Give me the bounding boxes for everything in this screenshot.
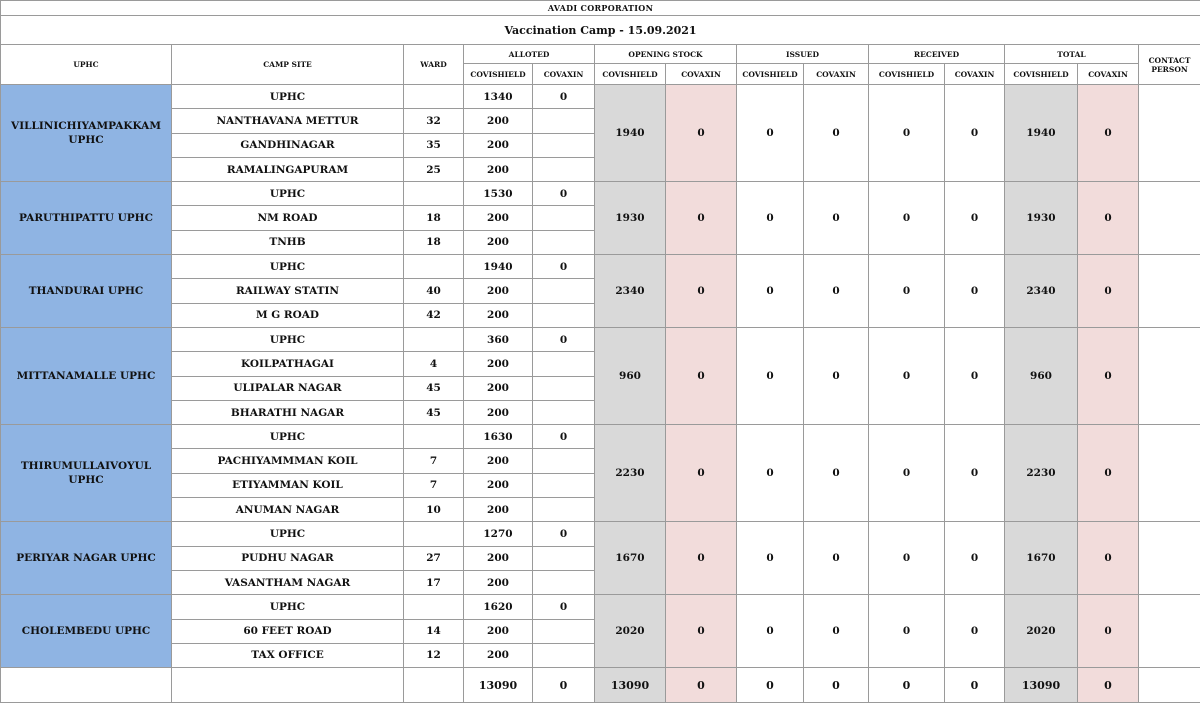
camp-site: PUDHU NAGAR (172, 546, 404, 570)
col-total-covishield: COVISHIELD (1005, 64, 1078, 85)
alloted-covaxin: 0 (533, 522, 595, 546)
uphc-name: MITTANAMALLE UPHC (1, 327, 172, 424)
camp-site: PACHIYAMMMAN KOIL (172, 449, 404, 473)
total-covishield: 1940 (1005, 85, 1078, 182)
camp-site: ETIYAMMAN KOIL (172, 473, 404, 497)
page-title: Vaccination Camp - 15.09.2021 (1, 16, 1200, 45)
alloted-covaxin: 0 (533, 85, 595, 109)
alloted-covishield: 200 (464, 303, 533, 327)
total-covishield: 2020 (1005, 595, 1078, 668)
uphc-name: VILLINICHIYAMPAKKAM UPHC (1, 85, 172, 182)
issued-covaxin: 0 (804, 425, 869, 522)
col-issued: ISSUED (737, 45, 869, 64)
alloted-covishield: 200 (464, 352, 533, 376)
alloted-covishield: 1630 (464, 425, 533, 449)
camp-site: TAX OFFICE (172, 643, 404, 667)
col-total-covaxin: COVAXIN (1078, 64, 1139, 85)
alloted-covaxin (533, 157, 595, 181)
alloted-covaxin (533, 473, 595, 497)
alloted-covishield: 200 (464, 400, 533, 424)
issued-covaxin: 0 (804, 85, 869, 182)
table-row (1, 327, 1200, 351)
opening-covishield: 1670 (595, 522, 666, 595)
alloted-covaxin (533, 206, 595, 230)
col-opening-covishield: COVISHIELD (595, 64, 666, 85)
camp-site: VASANTHAM NAGAR (172, 570, 404, 594)
totals-uphc (1, 668, 172, 703)
total-covaxin: 0 (1078, 255, 1139, 328)
ward: 17 (404, 570, 464, 594)
alloted-covishield: 200 (464, 133, 533, 157)
alloted-covishield: 200 (464, 643, 533, 667)
alloted-covishield: 200 (464, 206, 533, 230)
ward: 25 (404, 157, 464, 181)
col-uphc: UPHC (1, 45, 172, 85)
camp-site: UPHC (172, 85, 404, 109)
ward: 4 (404, 352, 464, 376)
alloted-covaxin (533, 109, 595, 133)
received-covishield: 0 (869, 522, 945, 595)
total-covishield: 1670 (1005, 522, 1078, 595)
ward (404, 522, 464, 546)
alloted-covishield: 1530 (464, 182, 533, 206)
received-covishield: 0 (869, 85, 945, 182)
alloted-covishield: 200 (464, 376, 533, 400)
issued-covaxin: 0 (804, 182, 869, 255)
alloted-covishield: 200 (464, 449, 533, 473)
received-covaxin: 0 (945, 425, 1005, 522)
camp-site: UPHC (172, 327, 404, 351)
alloted-covaxin (533, 643, 595, 667)
totals-ward (404, 668, 464, 703)
alloted-covaxin (533, 498, 595, 522)
alloted-covaxin (533, 400, 595, 424)
camp-site: TNHB (172, 230, 404, 254)
org-name: AVADI CORPORATION (1, 1, 1200, 16)
alloted-covaxin (533, 352, 595, 376)
totals-site (172, 668, 404, 703)
col-total: TOTAL (1005, 45, 1139, 64)
total-covishield: 1930 (1005, 182, 1078, 255)
opening-covishield: 2230 (595, 425, 666, 522)
alloted-covishield: 360 (464, 327, 533, 351)
camp-site: 60 FEET ROAD (172, 619, 404, 643)
total-covishield: 2340 (1005, 255, 1078, 328)
received-covaxin: 0 (945, 327, 1005, 424)
ward (404, 425, 464, 449)
alloted-covaxin: 0 (533, 182, 595, 206)
ward: 14 (404, 619, 464, 643)
alloted-covaxin: 0 (533, 595, 595, 619)
table-body (1, 85, 1200, 668)
col-issued-covishield: COVISHIELD (737, 64, 804, 85)
contact-person (1139, 255, 1200, 328)
alloted-covaxin: 0 (533, 425, 595, 449)
ward: 35 (404, 133, 464, 157)
opening-covishield: 2340 (595, 255, 666, 328)
received-covishield: 0 (869, 595, 945, 668)
ward: 7 (404, 473, 464, 497)
alloted-covaxin (533, 303, 595, 327)
alloted-covaxin (533, 570, 595, 594)
issued-covishield: 0 (737, 327, 804, 424)
received-covaxin: 0 (945, 85, 1005, 182)
table-row (1, 85, 1200, 109)
uphc-name: CHOLEMBEDU UPHC (1, 595, 172, 668)
alloted-covaxin (533, 619, 595, 643)
camp-site: ULIPALAR NAGAR (172, 376, 404, 400)
issued-covaxin: 0 (804, 522, 869, 595)
opening-covishield: 2020 (595, 595, 666, 668)
total-covaxin: 0 (1078, 327, 1139, 424)
opening-covaxin: 0 (666, 255, 737, 328)
opening-covaxin: 0 (666, 327, 737, 424)
table-row (1, 595, 1200, 619)
alloted-covaxin (533, 376, 595, 400)
total-covaxin: 0 (1078, 85, 1139, 182)
ward: 42 (404, 303, 464, 327)
camp-site: BHARATHI NAGAR (172, 400, 404, 424)
table-row (1, 522, 1200, 546)
totals-row (1, 668, 1200, 703)
total-covaxin: 0 (1078, 522, 1139, 595)
issued-covaxin: 0 (804, 327, 869, 424)
uphc-name: PERIYAR NAGAR UPHC (1, 522, 172, 595)
totals-issued-covishield: 0 (737, 668, 804, 703)
totals-opening-covishield: 13090 (595, 668, 666, 703)
camp-site: GANDHINAGAR (172, 133, 404, 157)
totals-contact (1139, 668, 1200, 703)
ward: 45 (404, 376, 464, 400)
col-camp-site: CAMP SITE (172, 45, 404, 85)
total-covaxin: 0 (1078, 425, 1139, 522)
alloted-covishield: 200 (464, 498, 533, 522)
alloted-covishield: 1620 (464, 595, 533, 619)
issued-covishield: 0 (737, 182, 804, 255)
opening-covaxin: 0 (666, 522, 737, 595)
table-row (1, 182, 1200, 206)
opening-covaxin: 0 (666, 85, 737, 182)
camp-site: NANTHAVANA METTUR (172, 109, 404, 133)
contact-person (1139, 522, 1200, 595)
issued-covaxin: 0 (804, 255, 869, 328)
alloted-covishield: 1940 (464, 255, 533, 279)
uphc-name: THIRUMULLAIVOYUL UPHC (1, 425, 172, 522)
issued-covishield: 0 (737, 522, 804, 595)
col-received-covishield: COVISHIELD (869, 64, 945, 85)
total-covaxin: 0 (1078, 182, 1139, 255)
uphc-name: PARUTHIPATTU UPHC (1, 182, 172, 255)
alloted-covaxin (533, 230, 595, 254)
ward: 32 (404, 109, 464, 133)
alloted-covishield: 200 (464, 279, 533, 303)
col-issued-covaxin: COVAXIN (804, 64, 869, 85)
ward (404, 182, 464, 206)
opening-covaxin: 0 (666, 595, 737, 668)
col-received: RECEIVED (869, 45, 1005, 64)
ward (404, 595, 464, 619)
totals-total-covishield: 13090 (1005, 668, 1078, 703)
alloted-covishield: 200 (464, 230, 533, 254)
ward (404, 255, 464, 279)
camp-site: ANUMAN NAGAR (172, 498, 404, 522)
received-covishield: 0 (869, 182, 945, 255)
alloted-covishield: 200 (464, 619, 533, 643)
ward: 7 (404, 449, 464, 473)
totals-opening-covaxin: 0 (666, 668, 737, 703)
col-contact-person: CONTACT PERSON (1139, 45, 1200, 85)
camp-site: UPHC (172, 522, 404, 546)
received-covaxin: 0 (945, 522, 1005, 595)
totals-alloted-covishield: 13090 (464, 668, 533, 703)
issued-covishield: 0 (737, 255, 804, 328)
totals-received-covaxin: 0 (945, 668, 1005, 703)
total-covishield: 2230 (1005, 425, 1078, 522)
alloted-covaxin (533, 546, 595, 570)
camp-site: UPHC (172, 595, 404, 619)
col-ward: WARD (404, 45, 464, 85)
opening-covishield: 1930 (595, 182, 666, 255)
ward: 18 (404, 206, 464, 230)
col-alloted: ALLOTED (464, 45, 595, 64)
camp-site: RAILWAY STATIN (172, 279, 404, 303)
contact-person (1139, 85, 1200, 182)
col-opening-covaxin: COVAXIN (666, 64, 737, 85)
received-covaxin: 0 (945, 255, 1005, 328)
camp-site: KOILPATHAGAI (172, 352, 404, 376)
uphc-name: THANDURAI UPHC (1, 255, 172, 328)
alloted-covishield: 200 (464, 546, 533, 570)
opening-covaxin: 0 (666, 425, 737, 522)
opening-covishield: 1940 (595, 85, 666, 182)
contact-person (1139, 425, 1200, 522)
col-alloted-covaxin: COVAXIN (533, 64, 595, 85)
received-covishield: 0 (869, 327, 945, 424)
table-row (1, 425, 1200, 449)
camp-site: UPHC (172, 255, 404, 279)
ward: 10 (404, 498, 464, 522)
alloted-covaxin (533, 279, 595, 303)
table-row (1, 255, 1200, 279)
col-received-covaxin: COVAXIN (945, 64, 1005, 85)
received-covaxin: 0 (945, 182, 1005, 255)
camp-site: NM ROAD (172, 206, 404, 230)
totals-received-covishield: 0 (869, 668, 945, 703)
totals-alloted-covaxin: 0 (533, 668, 595, 703)
ward: 12 (404, 643, 464, 667)
ward: 27 (404, 546, 464, 570)
opening-covaxin: 0 (666, 182, 737, 255)
ward: 40 (404, 279, 464, 303)
totals-issued-covaxin: 0 (804, 668, 869, 703)
ward: 18 (404, 230, 464, 254)
opening-covishield: 960 (595, 327, 666, 424)
totals-total-covaxin: 0 (1078, 668, 1139, 703)
ward (404, 85, 464, 109)
received-covishield: 0 (869, 255, 945, 328)
ward (404, 327, 464, 351)
issued-covishield: 0 (737, 595, 804, 668)
received-covaxin: 0 (945, 595, 1005, 668)
contact-person (1139, 182, 1200, 255)
alloted-covishield: 1340 (464, 85, 533, 109)
camp-site: UPHC (172, 425, 404, 449)
received-covishield: 0 (869, 425, 945, 522)
camp-site: UPHC (172, 182, 404, 206)
alloted-covishield: 200 (464, 109, 533, 133)
issued-covaxin: 0 (804, 595, 869, 668)
alloted-covaxin (533, 449, 595, 473)
issued-covishield: 0 (737, 425, 804, 522)
camp-site: M G ROAD (172, 303, 404, 327)
camp-site: RAMALINGAPURAM (172, 157, 404, 181)
col-alloted-covishield: COVISHIELD (464, 64, 533, 85)
alloted-covishield: 200 (464, 473, 533, 497)
contact-person (1139, 327, 1200, 424)
alloted-covaxin: 0 (533, 327, 595, 351)
alloted-covaxin: 0 (533, 255, 595, 279)
alloted-covishield: 1270 (464, 522, 533, 546)
col-opening-stock: OPENING STOCK (595, 45, 737, 64)
alloted-covishield: 200 (464, 570, 533, 594)
contact-person (1139, 595, 1200, 668)
total-covishield: 960 (1005, 327, 1078, 424)
issued-covishield: 0 (737, 85, 804, 182)
alloted-covishield: 200 (464, 157, 533, 181)
ward: 45 (404, 400, 464, 424)
alloted-covaxin (533, 133, 595, 157)
total-covaxin: 0 (1078, 595, 1139, 668)
